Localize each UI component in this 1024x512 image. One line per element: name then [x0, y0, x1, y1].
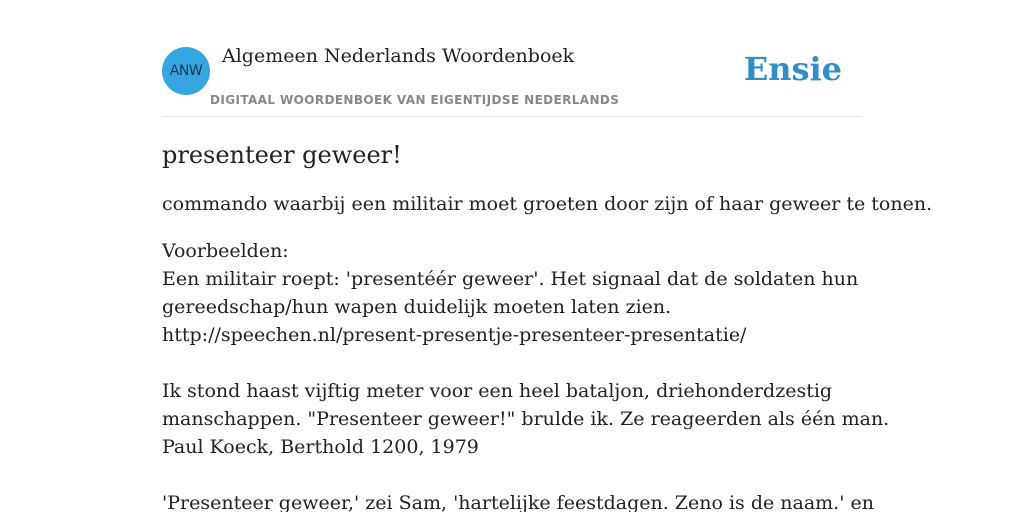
example-spacer — [162, 349, 862, 377]
entry-term: presenteer geweer! — [162, 141, 402, 169]
logo-text: ANW — [169, 63, 203, 79]
ensie-brand-link[interactable]: Ensie — [743, 50, 842, 88]
site-title[interactable]: Algemeen Nederlands Woordenboek — [222, 45, 575, 67]
example-block — [162, 377, 890, 461]
example-block — [162, 489, 874, 512]
example-line: 'Presenteer geweer,' zei Sam, 'hartelijke feestdagen. Zeno is de naam.' en — [162, 492, 874, 512]
example-line: gereedschap/hun wapen duidelijk moeten laten zien. — [162, 296, 672, 318]
site-subtitle: DIGITAAL WOORDENBOEK VAN EIGENTIJDSE NEDERLANDS — [210, 93, 620, 107]
entry-content — [162, 140, 933, 512]
example-spacer — [162, 461, 862, 489]
example-line: manschappen. "Presenteer geweer!" brulde ik. Ze reageerden als één man. — [162, 408, 890, 430]
example-source: Paul Koeck, Berthold 1200, 1979 — [162, 436, 479, 458]
examples-label: Voorbeelden: — [162, 240, 289, 262]
example-source-url: http://speechen.nl/present-presentje-presenteer-presentatie/ — [162, 324, 747, 346]
example-line: Een militair roept: 'presentéér geweer'. Het signaal dat de soldaten hun — [162, 268, 859, 290]
entry-definition: commando waarbij een militair moet groeten door zijn of haar geweer te tonen. — [162, 193, 933, 215]
example-line: Ik stond haast vijftig meter voor een heel bataljon, driehonderdzestig — [162, 380, 833, 402]
site-header — [162, 0, 862, 117]
example-block — [162, 265, 862, 349]
anw-logo[interactable] — [162, 47, 210, 95]
examples-section — [162, 237, 890, 512]
